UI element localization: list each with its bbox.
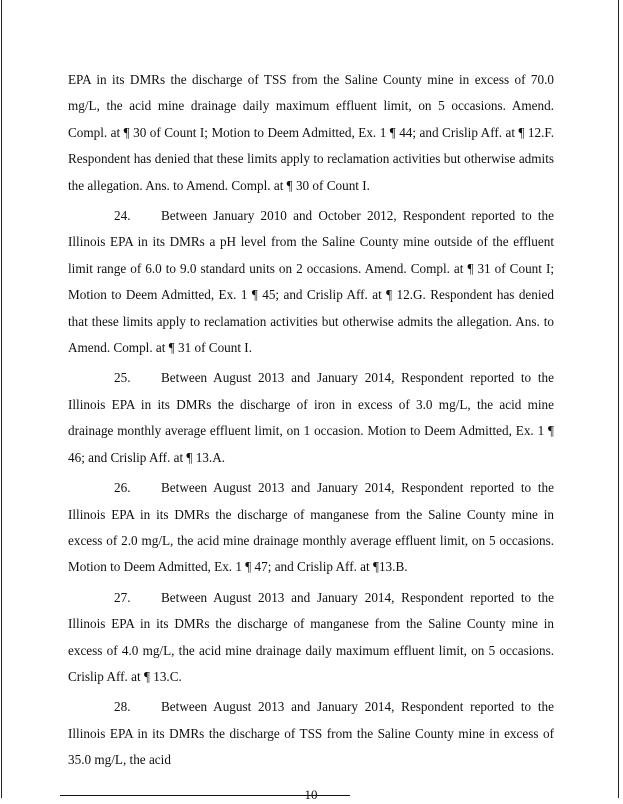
continued-paragraph: EPA in its DMRs the discharge of TSS from the Saline County mine in excess of 70.0 mg/L, the acid mine drainage daily maximum effluent limit, on 5 occasions. Amend. Compl. at ¶ 30 of Count I; Motion to Deem Admitted, Ex. 1 ¶ 44; and Crislip Aff. at ¶ 12.F. Respondent has denied that these limits apply to reclamation activities but otherwise admits the allegation. Ans. to Amend. Compl. at ¶ 30 of Count I. xyxy=(68,72,554,193)
bottom-rule xyxy=(60,795,350,796)
paragraph-24 xyxy=(68,203,554,361)
paragraph-number: 25. xyxy=(114,370,131,386)
paragraph-number: 26. xyxy=(114,480,131,496)
paragraph-number: 24. xyxy=(114,208,131,224)
paragraph-25 xyxy=(68,365,554,471)
paragraph-text: Between August 2013 and January 2014, Respondent reported to the Illinois EPA in its DMRs the discharge of manganese from the Saline County mine in excess of 2.0 mg/L, the acid mine drainage monthly average effluent limit, on 5 occasions. Motion to Deem Admitted, Ex. 1 ¶ 47; and Crislip Aff. at ¶13.B. xyxy=(68,480,554,575)
paragraph-27 xyxy=(68,585,554,691)
paragraph-26 xyxy=(68,475,554,581)
paragraph-28 xyxy=(68,694,554,773)
paragraph-number: 28. xyxy=(114,699,131,715)
paragraph-text: Between August 2013 and January 2014, Respondent reported to the Illinois EPA in its DMRs the discharge of manganese from the Saline County mine in excess of 4.0 mg/L, the acid mine drainage daily maximum effluent limit, on 5 occasions. Crislip Aff. at ¶ 13.C. xyxy=(68,589,554,684)
paragraph-text: Between January 2010 and October 2012, Respondent reported to the Illinois EPA in its DMRs a pH level from the Saline County mine outside of the effluent limit range of 6.0 to 9.0 standard units on 2 occasions. Amend. Compl. at ¶ 31 of Count I; Motion to Deem Admitted, Ex. 1 ¶ 45; and Crislip Aff. at ¶ 12.G. Respondent has denied that these limits apply to reclamation activities but otherwise admits the allegation. Ans. to Amend. Compl. at ¶ 31 of Count I. xyxy=(68,208,554,356)
document-body xyxy=(68,0,554,804)
paragraph-text: Between August 2013 and January 2014, Respondent reported to the Illinois EPA in its DMRs the discharge of iron in excess of 3.0 mg/L, the acid mine drainage monthly average effluent limit, on 1 occasion. Motion to Deem Admitted, Ex. 1 ¶ 46; and Crislip Aff. at ¶ 13.A. xyxy=(68,370,554,465)
paragraph-number: 27. xyxy=(114,589,131,605)
paragraph-text: Between August 2013 and January 2014, Respondent reported to the Illinois EPA in its DMRs the discharge of TSS from the Saline County mine in excess of 35.0 mg/L, the acid xyxy=(68,699,554,768)
